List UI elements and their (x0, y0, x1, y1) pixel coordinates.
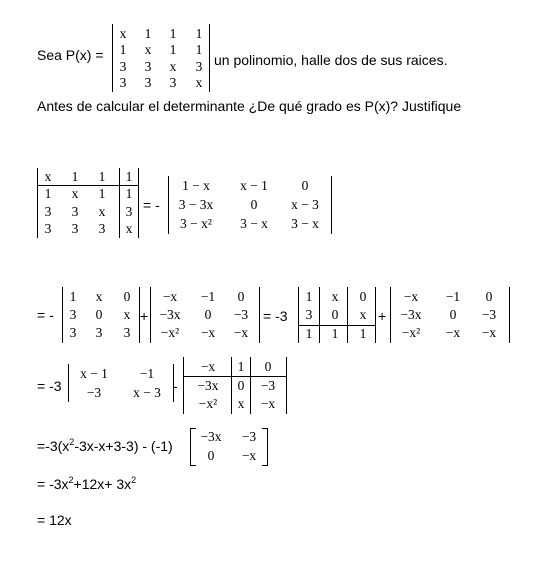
matrix-e-partitioned (183, 357, 287, 414)
matrix-cell: 1 (331, 326, 339, 341)
partition-line (347, 287, 348, 343)
equals-minus-three: = -3 (37, 378, 62, 394)
matrix-cell: 1 (169, 26, 177, 41)
result-line: = 12x (37, 512, 72, 528)
matrix-cell: 1 (71, 169, 79, 184)
matrix-cell: 3 (98, 221, 106, 236)
matrix-cell: −x² (160, 325, 180, 340)
matrix-cell: −x (200, 359, 216, 374)
matrix-cell: 0 (207, 448, 215, 463)
matrix-cell: 3 (119, 75, 127, 90)
matrix-cell: −x (403, 289, 419, 304)
matrix-c-partitioned (298, 287, 376, 343)
matrix-cell: 3 (119, 59, 127, 74)
matrix-d (390, 287, 510, 343)
matrix-cell: −x (241, 448, 257, 463)
expression-part: -3x-x+3-3) - (-1) (74, 438, 173, 454)
statement-suffix: un polinomio, halle dos de sus raices. (214, 52, 448, 68)
matrix-cell: −3 (86, 385, 102, 400)
exponent: 2 (131, 475, 137, 485)
matrix-cell: 0 (237, 289, 245, 304)
matrix-cell: −3x (159, 307, 181, 322)
partition-line (231, 357, 232, 414)
statement-prefix: Sea P(x) = (37, 47, 104, 63)
matrix-cell: −x² (198, 396, 218, 411)
matrix-cell: x (331, 289, 339, 304)
matrix-cell: 3 (169, 75, 177, 90)
expression-line (37, 438, 173, 454)
expression-part: = -3x (37, 476, 69, 492)
matrix-cell: 0 (359, 289, 367, 304)
matrix-cell: x − 1 (80, 366, 108, 381)
matrix-p (112, 24, 210, 92)
matrix-cell: 0 (449, 307, 457, 322)
matrix-cell: −3x (400, 307, 422, 322)
matrix-cell: 3 (195, 59, 203, 74)
matrix-cell: x (119, 26, 127, 41)
matrix-cell: 3 (44, 221, 52, 236)
matrix-cell: −x (260, 396, 276, 411)
matrix-cell: x (125, 221, 133, 236)
matrix-cell: 1 (119, 42, 127, 57)
matrix-cell: −3 (233, 307, 249, 322)
matrix-cell: x (95, 289, 103, 304)
matrix-cell: x (195, 75, 203, 90)
matrix-cell: 1 (125, 169, 133, 184)
matrix-cell: 1 (305, 289, 313, 304)
matrix-cell: 3 − 3x (178, 197, 214, 212)
partition-line (184, 376, 286, 377)
matrix-cell: 3 (71, 204, 79, 219)
matrix-cell: 3 (125, 204, 133, 219)
matrix-cell: −3x (197, 378, 219, 393)
matrix-b (150, 287, 260, 343)
matrix-cell: 1 (237, 359, 245, 374)
matrix-cell: 1 (169, 42, 177, 57)
matrix-cell: x (123, 307, 131, 322)
expression-part: =-3(x (37, 438, 70, 454)
exponent: 2 (69, 437, 75, 447)
expression-line (37, 476, 136, 492)
matrix-cell: −x² (401, 325, 421, 340)
matrix-cell: 0 (250, 197, 258, 212)
matrix-cell: 1 (195, 42, 203, 57)
matrix-cell: −1 (139, 366, 155, 381)
equals-minus: = - (143, 197, 160, 213)
matrix-cell: 1 (195, 26, 203, 41)
matrix-cell: x (98, 204, 106, 219)
matrix-cell: 3 − x (240, 216, 268, 231)
matrix-cell: −3 (260, 378, 276, 393)
question-text: Antes de calcular el determinante ¿De qué grado es P(x)? Justifique (37, 98, 462, 114)
matrix-cell: x (44, 169, 52, 184)
matrix-cell: 1 (125, 186, 133, 201)
matrix-cell: 1 (98, 186, 106, 201)
equals-minus: = - (37, 307, 54, 323)
equals-minus-three: = -3 (263, 308, 288, 324)
matrix-cell: 3 (71, 221, 79, 236)
matrix-cell: 3 (69, 325, 77, 340)
partition-line (119, 168, 120, 238)
matrix-cell: x − 3 (133, 385, 161, 400)
plus-sign: + (140, 308, 149, 324)
matrix-cell: 0 (123, 289, 131, 304)
exponent: 2 (68, 475, 74, 485)
matrix-cell: x − 3 (291, 197, 319, 212)
matrix-cell: x (359, 307, 367, 322)
matrix-cell: 3 − x (291, 216, 319, 231)
matrix-cell: −3 (241, 429, 257, 444)
matrix-cell: 1 (44, 186, 52, 201)
matrix-cell: −x (200, 325, 216, 340)
partition-line (38, 185, 138, 186)
matrix-partitioned (37, 168, 139, 238)
matrix-cell: 0 (204, 307, 212, 322)
matrix-cell: 3 (144, 75, 152, 90)
matrix-cell: 1 (359, 326, 367, 341)
matrix-cell: 3 (123, 325, 131, 340)
plus-sign: + (378, 308, 387, 324)
matrix-cell: x (237, 396, 245, 411)
matrix-cell: 3 (69, 307, 77, 322)
matrix-cell: x − 1 (240, 178, 268, 193)
minus-sign: - (173, 378, 178, 394)
matrix-cell: −x (233, 325, 249, 340)
partition-line (250, 357, 251, 414)
matrix-cell: 0 (237, 378, 245, 393)
matrix-cell: 1 (144, 26, 152, 41)
matrix-cell: −3 (481, 307, 497, 322)
matrix-cell: 3 (305, 307, 313, 322)
matrix-2x2 (68, 364, 174, 402)
matrix-cell: 1 − x (182, 178, 210, 193)
matrix-cell: x (144, 42, 152, 57)
matrix-cell: −x (481, 325, 497, 340)
matrix-cell: x (71, 186, 79, 201)
matrix-cell: 3 (44, 204, 52, 219)
matrix-3x3-reduced (168, 176, 332, 234)
matrix-bracket (190, 428, 268, 466)
matrix-cell: 1 (98, 169, 106, 184)
matrix-cell: 3 (144, 59, 152, 74)
matrix-cell: −1 (200, 289, 216, 304)
matrix-cell: 0 (331, 307, 339, 322)
matrix-cell: 0 (485, 289, 493, 304)
matrix-cell: 0 (95, 307, 103, 322)
matrix-cell: −1 (445, 289, 461, 304)
matrix-a (62, 287, 140, 343)
matrix-cell: 3 − x² (180, 216, 212, 231)
matrix-cell: 0 (301, 178, 309, 193)
matrix-cell: −x (162, 289, 178, 304)
partition-line (319, 287, 320, 343)
matrix-cell: 1 (305, 326, 313, 341)
expression-part: +12x+ 3x (73, 476, 132, 492)
matrix-cell: 1 (69, 289, 77, 304)
matrix-cell: 3 (95, 325, 103, 340)
matrix-cell: −3x (200, 429, 222, 444)
partition-line (299, 325, 375, 326)
matrix-cell: 0 (264, 359, 272, 374)
matrix-cell: x (169, 59, 177, 74)
matrix-cell: −x (445, 325, 461, 340)
